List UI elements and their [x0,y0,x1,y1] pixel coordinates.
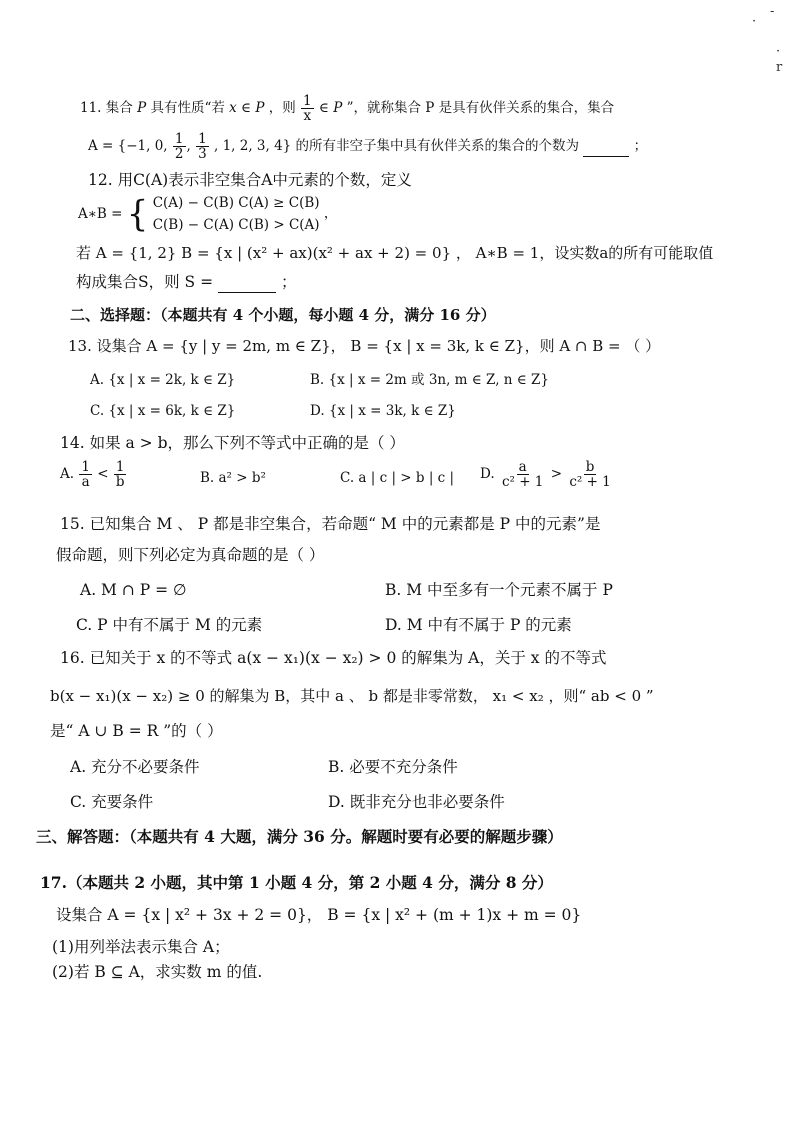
q16-line3: 是“ A ∪ B = R ”的（ ） [50,722,223,740]
q11-var: P [137,100,147,116]
q12-cases [153,192,320,236]
q12-text: ， [323,205,338,222]
q14-option-b[interactable]: B. a² > b² [200,470,266,486]
q14-option-a[interactable] [60,460,128,489]
q11-line1 [80,94,614,123]
answer-blank[interactable] [583,136,629,157]
frac-num: 1 [303,93,312,109]
frac-den: c² + 1 [501,474,544,490]
q14-option-c[interactable]: C. a | c | > b | c | [340,470,455,486]
q15-line2: 假命题，则下列必定为真命题的是（ ） [56,546,325,564]
q15-option-b[interactable]: B. M 中至多有一个元素不属于 P [385,581,613,599]
q11-text: ，则 [268,100,296,116]
fraction [79,460,92,489]
frac-num: a [518,459,527,475]
q11-cond: ∈ P [318,100,343,116]
frac-den: 2 [174,146,184,162]
fraction [500,460,545,489]
q11-text: ”，就称集合 P 是具有伙伴关系的集合，集合 [346,100,615,116]
q12-line1: 12. 用C(A)表示非空集合A中元素的个数，定义 [88,171,412,189]
q12-text: ； [280,273,297,291]
section-heading: 二、选择题：（本题共有 4 个小题，每小题 4 分，满分 16 分） [70,306,496,324]
q13-option-b[interactable]: B. {x | x = 2m 或 3n, m ∈ Z, n ∈ Z} [310,372,550,388]
q13-option-a[interactable]: A. {x | x = 2k, k ∈ Z} [90,372,236,388]
q14-stem: 14. 如果 a > b，那么下列不等式中正确的是（ ） [60,434,405,452]
edge-mark: · [752,14,757,29]
fraction [114,460,127,489]
frac-num: 1 [115,459,125,475]
q15-option-d[interactable]: D. M 中有不属于 P 的元素 [385,616,572,634]
q17-title: 17.（本题共 2 小题，其中第 1 小题 4 分，第 2 小题 4 分，满分 8 分） [40,873,553,892]
q11-frac-half [173,132,186,161]
q15-option-c[interactable]: C. P 中有不属于 M 的元素 [76,616,263,634]
q13-stem: 13. 设集合 A = {y | y = 2m, m ∈ Z}， B = {x | x = 3k, k ∈ Z}，则 A ∩ B = （ ） [68,337,661,355]
frac-num: 1 [81,459,90,475]
frac-num: b [585,459,595,475]
q12-case: C(A) − C(B) C(A) ≥ C(B) [152,195,320,211]
q15-line1: 15. 已知集合 M 、 P 都是非空集合，若命题“ M 中的元素都是 P 中的元素”是 [60,515,601,533]
frac-num: 1 [198,131,207,147]
q11-text: 具有性质“若 [150,100,225,116]
answer-blank[interactable] [218,272,276,293]
frac-den: b [115,474,125,490]
q11-cond: x ∈ P [229,100,265,116]
section-heading: 三、解答题：（本题共有 4 大题，满分 36 分。解题时要有必要的解题步骤） [36,827,563,846]
q12-line4 [76,272,296,293]
operator: > [550,466,563,482]
q17-part1: (1)用列举法表示集合 A； [52,938,230,956]
q12-text: 构成集合S，则 S = [76,273,214,291]
edge-mark: - [770,4,775,19]
q11-line2: A = {−1, 0, $\frac{1}{2}$ , $\frac{1}{3}$ , 1, 2, 3, 4} 的所有非空子集中具有伙伴关系的集合的个数为 ； [88,131,648,162]
q11-text: 11. 集合 [80,100,133,116]
q12-definition [78,192,337,236]
frac-den: a [81,474,90,490]
operator: < [97,466,109,482]
q16-option-a[interactable]: A. 充分不必要条件 [70,758,200,776]
q11-fraction [301,94,314,123]
q16-line2: b(x − x₁)(x − x₂) ≥ 0 的解集为 B，其中 a 、 b 都是非零常数， x₁ < x₂ ，则“ ab < 0 ” [50,687,654,705]
q14-option-d[interactable] [480,460,614,489]
q13-option-c[interactable]: C. {x | x = 6k, k ∈ Z} [90,403,236,419]
q16-option-d[interactable]: D. 既非充分也非必要条件 [328,793,505,811]
option-label: A. [60,466,75,482]
q16-line1: 16. 已知关于 x 的不等式 a(x − x₁)(x − x₂) > 0 的解集为 A，关于 x 的不等式 [60,649,607,667]
q12-lhs: A∗B = [78,206,123,222]
q15-option-a[interactable]: A. M ∩ P = ∅ [80,581,187,599]
edge-mark: · [776,44,781,59]
q17-part2: (2)若 B ⊆ A，求实数 m 的值. [52,963,263,981]
q16-option-c[interactable]: C. 充要条件 [70,793,154,811]
frac-den: 3 [198,146,207,162]
frac-den: x [303,108,312,124]
frac-den: c² + 1 [569,474,611,490]
q11-text: ； [633,138,648,154]
q13-option-d[interactable]: D. {x | x = 3k, k ∈ Z} [310,403,456,419]
q12-line3: 若 A = {1, 2} B = {x | (x² + ax)(x² + ax + 2) = 0} ， A∗B = 1，设实数a的所有可能取值 [76,244,714,262]
q17-line1: 设集合 A = {x | x² + 3x + 2 = 0}， B = {x | x² + (m + 1)x + m = 0} [56,906,582,924]
q16-option-b[interactable]: B. 必要不充分条件 [328,758,458,776]
fraction [567,460,612,489]
q11-text: , 1, 2, 3, 4} 的所有非空子集中具有伙伴关系的集合的个数为 [213,138,580,154]
q11-frac-third [196,132,209,161]
option-label: D. [480,466,495,482]
brace-icon: { [126,193,149,235]
q12-case: C(B) − C(A) C(B) > C(A) [152,217,320,233]
q11-set-start: A = {−1, 0, [88,138,168,154]
frac-num: 1 [174,131,184,147]
edge-mark: r [776,60,783,75]
